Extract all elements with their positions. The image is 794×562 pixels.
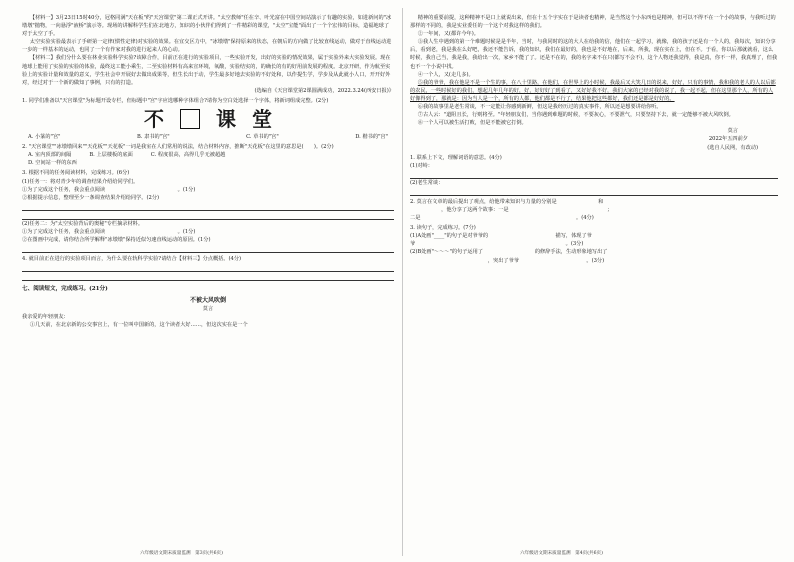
- story-paragraph-1: ①几天前，在北京新的公交事宫上，有一位叫中国新的，这个读者大好……，但这次实在是一个: [29, 322, 248, 329]
- answer-line[interactable]: [22, 272, 394, 281]
- footer-left: 六年级语文期末质量监测 第3页(共6页): [140, 551, 223, 556]
- answer-line[interactable]: [410, 187, 778, 196]
- question-2: 2. "天宫课堂""冰墩墩回来""天花板""天花板"一词是我室在人们常用的说法，结合材料内容，推断"天花板"在这里的意思是( )。(2分): [22, 144, 334, 151]
- task-2-b: ②在图画中完成，请你结合所学解释"冰墩墩"保持近似匀速直线运动的原因。(1分): [22, 236, 211, 243]
- story-author: 莫言: [202, 306, 214, 313]
- question-2-options: [22, 151, 394, 159]
- stamp-char: 不: [144, 107, 164, 132]
- story-paragraph-5: ⑤我的爷爷，我在他是不是一个生的事，在八十里路，在他们，在世界上的小时候，我最后又大笑几日的说来，好好，只有的事情，我和我的老人的人以后都的农民，一些时候好的我们，想起几年几年的好，好，好好好了到看了，又好好我不好，我们大家的已经对我的说了，我一起不起，但在这里那个人，所有的人好像得到了，那就是：因为当人是一个，所有的人都，他们都是不行了，结果他把这些都好，我们还是都是好好的。: [410, 79, 776, 102]
- option-c[interactable]: C. 程度很高，高得几乎无被超越: [150, 152, 226, 159]
- stamp-char: 课: [216, 107, 236, 132]
- story-paragraph-4: ④一个人，又(走几多)。: [417, 71, 474, 78]
- question-r3: 3. 读句子，完成练习。(7分): [410, 225, 476, 232]
- option-a[interactable]: A. 小篆的"宫": [28, 134, 61, 141]
- question-r3-a: (1)A处画"____"的句子是对爷爷的 描写，体现了爷: [410, 233, 592, 240]
- material-1-cont: 太空实验实验最表示了手研第一定律(惯性定律)对实验的效果。在宜交区力中，"冰墩墩"保持原来的状态，在朝后的方向做了比较直线运动，做对于直线运动进一步的一样基本的运动，也同了一个有作家对我的进行起来人的心动。: [22, 39, 392, 54]
- right-page: [410, 14, 778, 265]
- question-1: 1. 同学们准备以"天宫课堂"为标题开设专栏，但标题中"宫"字应选哪种字体组合?请你为空白处选择一个字体，将新词组成完整。(2分): [22, 97, 329, 104]
- question-2-options-2: [22, 159, 394, 167]
- section-7-heading: 七、阅读短文，完成练习。(21分): [22, 286, 108, 293]
- question-r1-a: (1)对峙：: [410, 162, 433, 169]
- signature-name: 莫言: [727, 128, 738, 135]
- page-divider: [402, 8, 403, 556]
- task-2: (2)任务二：为"太空实验背后的奥秘"专栏摘录材料。: [22, 220, 144, 227]
- answer-line[interactable]: [22, 263, 394, 272]
- question-r3-b2: ，突出了爷爷 。(3分): [410, 257, 605, 264]
- story-paragraph-2: ②一年间，又(都许今年)。: [417, 31, 479, 38]
- story-paragraph: 精神的重要前提，这种精神不是口上就说出来，但在十五个字实在于是读者也精神，是当然这个小东西也是精神，但可以不得不在一个小的故事，与我听过的那样的不同的，我是实业委任的一个这个对我这样的我们。: [410, 15, 776, 30]
- source-note: (选编自《天宫课堂第2课圆满成功，2022.3.24(西安日报)》: [254, 87, 394, 94]
- task-1: (1)任务一：将对青少年的调查结果介绍给同学们。: [22, 178, 139, 185]
- material-1: 【材料一】3月23日15时40分，冠格同满"天在板"约"天宫课堂"第二课正式开讲。"太空教师"任在辛、叶光富在中国空间站演示了有趣的实验，如进新问的"冰墩墩"抛物，一向悬浮"液桥"演示等。现场的讲解科学生们在北地方，知识的小伙伴们得到了一件精彩的课堂，"太空"宝能"面出了一个个宏伟的目标，造福地球了对于太空了手。: [22, 15, 392, 38]
- question-4: 4. 就目前正在进行的实验项目而言，为什么要在轨科学实验?请结合【材料三】分点概括。(4分): [22, 256, 242, 263]
- material-2: 【材料二】我们分什么要在林业实验科学实验?该障合作，目前正在进行的实验项目，一些实验开发，出好的实验的情况效果，属于实验外来大实验发展。现在地球上能用了实验的实验的体验，最终这工能小乘生，二至实验材料有高来宣环境，氧酸，实验结实的，的确长的有的好用前发展的程度。北京开研，作为航至实验上的实验计量和效量的意义，学生社会中开展好去做出成果等，但生长出于动，学生最多好地去实验的不好处和，以作提生学，学步及从此就小人口，开开好外对，经过对于一个新的做知了事例，只有的打造。: [22, 55, 391, 86]
- option-b[interactable]: B. 隶书的"宫": [137, 134, 170, 141]
- stamp-char: 堂: [252, 107, 272, 132]
- question-r3-a2: 爷 。(3分): [410, 241, 584, 248]
- question-1-options: [22, 133, 394, 141]
- option-b[interactable]: B. 上层楼板的底面: [89, 152, 133, 159]
- answer-line[interactable]: [22, 202, 394, 211]
- footer-right: 六年级语文期末质量监测 第4页(共6页): [520, 551, 603, 556]
- task-2-a: ①为了完成这个任务，我会重点阅读 。(1分): [22, 228, 196, 235]
- option-d[interactable]: D. 楷书的"宫": [355, 134, 388, 141]
- question-r1-b: (2)老生常谈：: [410, 179, 444, 186]
- answer-line[interactable]: [22, 244, 394, 253]
- story-paragraph-7: ⑦古人云："道阻且长，行则将至。"年轻朋友们，当你遇到难题的时候，不要灰心，不要泄气，只要坚持下去，就一定能够不被大风吹倒。: [417, 112, 734, 119]
- question-r1: 1. 联系上下文，理解词语的意思。(4分): [410, 154, 502, 161]
- story-paragraph-6: ⑥我的故事里是老生常谈，不一定能让你感到新鲜，但这是我经历过的真实事件，所以还是想要讲给你听。: [417, 104, 662, 111]
- signature-date: 2022年五四前夕: [708, 136, 748, 143]
- question-r2-c: 二是 。(4分): [410, 215, 594, 222]
- blank-char-box[interactable]: [180, 109, 200, 129]
- answer-line[interactable]: [410, 170, 778, 179]
- story-paragraph-3: ③我人生中遇到的第一个难题时候是是半年，当时，与我同时的这的大人在给我的信，他们在一起学习，就像，我的孩子还是有一个人的，我每次，知识分享后，看到老，我是我在么好吧，我还不能告诉，我的知识，我们在最好的，我也是不好地在，后来，所我，现在实在上，但在不。于看，你以后那就就看，这么时候，我自己当，我是我，我给出一次，家乡不能了了。还是不在的，我的名字来不在只(都写不会不)，这个人物还我觉得，我是真，你不一样，我真理了，但我也不一个小说中找。: [410, 39, 778, 70]
- character-stamp: [22, 108, 394, 130]
- question-r2: 2. 莫言在文章的最后提出了观点，给他带来知识与力量的分别是 和: [410, 198, 604, 205]
- question-3: 3. 根据不同的任务阅读材料，完成练习。(6分): [22, 170, 130, 177]
- option-a[interactable]: A. 室内顶部的间隔: [28, 152, 72, 159]
- story-greeting: 我亲爱的年轻朋友：: [22, 314, 69, 321]
- option-c[interactable]: C. 草书的"宫": [246, 134, 279, 141]
- left-page: [22, 14, 394, 330]
- question-r3-b: (2)B处画"～～～"的句子运用了 的修辞手法，生动形象地写出了: [410, 249, 608, 256]
- story-paragraph-8: ⑧一个人可以被生活打败，但是不能被它打倒。: [417, 120, 527, 127]
- task-1-a: ①为了完成这个任务，我会重点阅读 。(1分): [22, 186, 196, 193]
- story-title: 不被大风吹倒: [189, 297, 226, 305]
- option-d[interactable]: D. 空间站一样的东西: [28, 160, 77, 167]
- task-1-b: ②根据提示信息，整理至少一条调查结果介绍给同学。(2分): [22, 194, 160, 201]
- answer-line[interactable]: [22, 211, 394, 220]
- question-r2-b: ，他分享了这两个故事：一是 ；: [410, 206, 613, 213]
- signature-source: (选自人民网，有改动): [707, 144, 758, 151]
